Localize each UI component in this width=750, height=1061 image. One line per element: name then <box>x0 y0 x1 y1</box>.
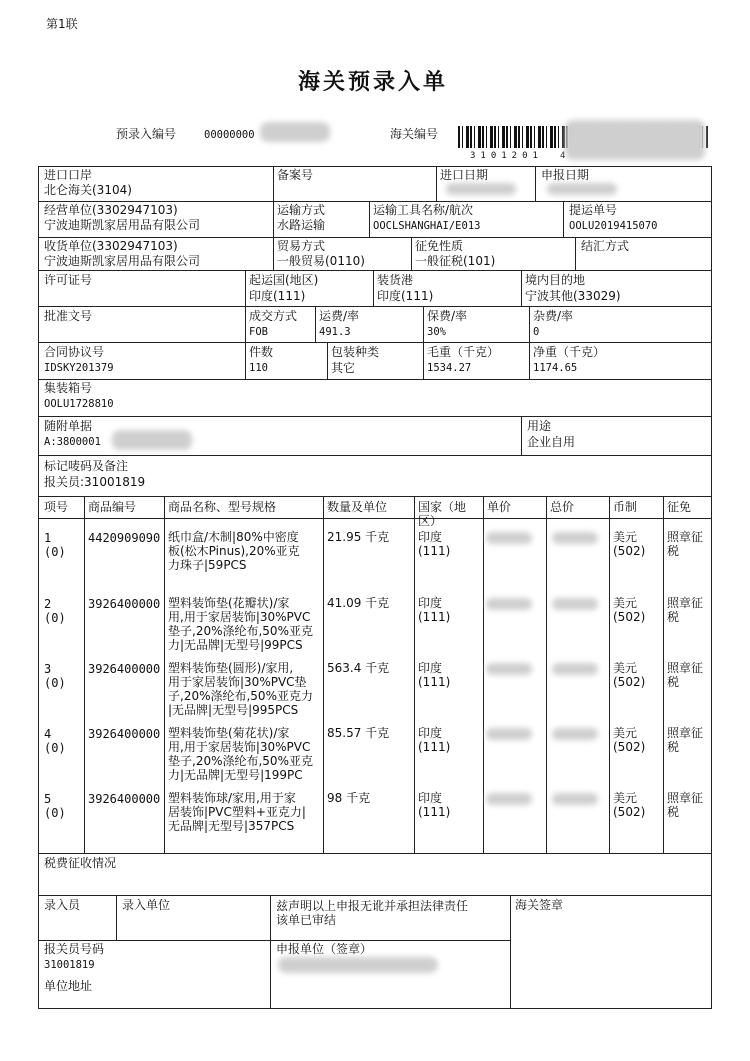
barcode-text: 3101201 <box>470 151 543 161</box>
row1-qty: 21.95 千克 <box>327 530 390 544</box>
row3-code: 3926400000 <box>88 662 161 676</box>
docs-label: 随附单据 <box>44 419 93 433</box>
redacted-declarant <box>278 957 438 973</box>
row4-no: 4 (0) <box>44 727 66 755</box>
row1-name: 纸巾盒/木制|80%中密度 板(松木Pinus),20%亚克 力珠子|59PCS <box>168 530 300 572</box>
deal-mode-label: 成交方式 <box>249 309 298 323</box>
address-label: 单位地址 <box>44 979 93 993</box>
row2-qty: 41.09 千克 <box>327 596 390 610</box>
row2-levy: 照章征 税 <box>667 596 704 624</box>
redacted-declare-date <box>547 183 617 195</box>
barcode-text-2: 4 <box>560 151 566 161</box>
import-port-value: 北仑海关(3104) <box>44 183 132 197</box>
row3-country: 印度 (111) <box>418 661 451 689</box>
use-value: 企业自用 <box>527 435 576 449</box>
row5-country: 印度 (111) <box>418 791 451 819</box>
use-label: 用途 <box>527 419 552 433</box>
row2-no: 2 (0) <box>44 597 66 625</box>
destination-value: 宁波其他(33029) <box>525 289 621 303</box>
row1-no: 1 (0) <box>44 531 66 559</box>
contract-label: 合同协议号 <box>44 345 105 359</box>
row5-code: 3926400000 <box>88 792 161 806</box>
redacted-row5-total <box>552 793 598 805</box>
net-label: 净重（千克） <box>533 345 606 359</box>
table-header-qty: 数量及单位 <box>327 500 388 514</box>
row3-no: 3 (0) <box>44 662 66 690</box>
marks-label: 标记唛码及备注 <box>44 459 129 473</box>
broker-no-label: 报关员号码 <box>44 942 105 956</box>
misc-label: 杂费/率 <box>533 309 574 323</box>
row4-levy: 照章征 税 <box>667 726 704 754</box>
origin-country-value: 印度(111) <box>249 289 306 303</box>
redacted-import-date <box>446 183 516 195</box>
redacted-row1-price <box>486 532 532 544</box>
loading-port-label: 装货港 <box>377 273 414 287</box>
page-title: 海关预录入单 <box>298 70 449 95</box>
row4-name: 塑料装饰垫(菊花状)/家 用,用于家居装饰|30%PVC 垫子,20%涤纶布,50%亚克 力|无品牌|无型号|199PC <box>168 726 313 782</box>
row4-code: 3926400000 <box>88 727 161 741</box>
broker-no-value: 31001819 <box>44 959 95 971</box>
contract-value: IDSKY201379 <box>44 362 114 374</box>
row2-currency: 美元 (502) <box>613 596 646 624</box>
table-header-name: 商品名称、型号规格 <box>168 500 277 514</box>
settlement-label: 结汇方式 <box>581 239 630 253</box>
row5-levy: 照章征 税 <box>667 791 704 819</box>
row4-country: 印度 (111) <box>418 726 451 754</box>
declaration-statement: 兹声明以上申报无讹并承担法律责任 该单已审结 <box>276 899 469 927</box>
insurance-label: 保费/率 <box>427 309 468 323</box>
row1-currency: 美元 (502) <box>613 530 646 558</box>
redacted-customs-no <box>565 120 705 160</box>
transport-mode-label: 运输方式 <box>277 203 326 217</box>
freight-label: 运费/率 <box>319 309 360 323</box>
redacted-row1-total <box>552 532 598 544</box>
import-date-label: 进口日期 <box>440 168 489 182</box>
tax-label: 税费征收情况 <box>44 856 117 870</box>
row3-name: 塑料装饰垫(圆形)/家用, 用于家居装饰|30%PVC垫 子,20%涤纶布,50%亚克力 |无品牌|无型号|995PCS <box>168 661 313 717</box>
docs-value: A:3800001 <box>44 436 101 448</box>
insurance-value: 30% <box>427 326 446 338</box>
pack-type-label: 包装种类 <box>331 345 380 359</box>
redacted-prerecord <box>260 122 330 142</box>
bl-value: OOLU2019415070 <box>569 220 658 232</box>
operator-label: 经营单位(3302947103) <box>44 203 178 217</box>
approval-label: 批准文号 <box>44 309 93 323</box>
vessel-label: 运输工具名称/航次 <box>373 203 474 217</box>
prerecord-value: 00000000 <box>204 129 255 141</box>
table-header-country: 国家（地区） <box>418 500 467 528</box>
bl-label: 提运单号 <box>569 203 618 217</box>
row5-qty: 98 千克 <box>327 791 371 805</box>
redacted-row2-total <box>552 598 598 610</box>
pack-type-value: 其它 <box>331 361 356 375</box>
table-header-currency: 币制 <box>613 500 638 514</box>
levy-value: 一般征税(101) <box>415 254 496 268</box>
redacted-row3-price <box>486 663 532 675</box>
declare-date-label: 申报日期 <box>541 168 590 182</box>
table-header-unit-price: 单价 <box>487 500 512 514</box>
misc-value: 0 <box>533 326 540 338</box>
entry-unit-label: 录入单位 <box>122 898 171 912</box>
operator-value: 宁波迪斯凯家居用品有限公司 <box>44 218 201 232</box>
copy-label: 第1联 <box>46 17 78 31</box>
row3-levy: 照章征 税 <box>667 661 704 689</box>
row3-currency: 美元 (502) <box>613 661 646 689</box>
net-value: 1174.65 <box>533 362 578 374</box>
freight-value: 491.3 <box>319 326 351 338</box>
redacted-row4-total <box>552 728 598 740</box>
levy-label: 征免性质 <box>415 239 464 253</box>
trade-mode-label: 贸易方式 <box>277 239 326 253</box>
import-port-label: 进口口岸 <box>44 168 93 182</box>
redacted-row3-total <box>552 663 598 675</box>
row2-code: 3926400000 <box>88 597 161 611</box>
row5-name: 塑料装饰球/家用,用于家 居装饰|PVC塑料+亚克力| 无品牌|无型号|357PCS <box>168 791 306 833</box>
vessel-value: OOCLSHANGHAI/E013 <box>373 220 481 232</box>
packages-value: 110 <box>249 362 268 374</box>
container-label: 集装箱号 <box>44 381 93 395</box>
redacted-row2-price <box>486 598 532 610</box>
transport-mode-value: 水路运输 <box>277 218 326 232</box>
redacted-row5-price <box>486 793 532 805</box>
row2-name: 塑料装饰垫(花瓣状)/家 用,用于家居装饰|30%PVC 垫子,20%涤纶布,50%亚克 力|无品牌|无型号|99PCS <box>168 596 313 652</box>
row1-country: 印度 (111) <box>418 530 451 558</box>
trade-mode-value: 一般贸易(0110) <box>277 254 365 268</box>
declarant-label: 申报单位（签章） <box>276 942 373 956</box>
table-header-code: 商品编号 <box>88 500 137 514</box>
loading-port-value: 印度(111) <box>377 289 434 303</box>
row5-no: 5 (0) <box>44 792 66 820</box>
row2-country: 印度 (111) <box>418 596 451 624</box>
table-header-total: 总价 <box>550 500 575 514</box>
redacted-docs <box>112 430 192 450</box>
table-header-no: 项号 <box>44 500 69 514</box>
row4-currency: 美元 (502) <box>613 726 646 754</box>
origin-country-label: 起运国(地区) <box>249 273 319 287</box>
row5-currency: 美元 (502) <box>613 791 646 819</box>
license-label: 许可证号 <box>44 273 93 287</box>
customs-sign-label: 海关签章 <box>515 898 564 912</box>
table-header-levy: 征免 <box>667 500 692 514</box>
marks-value: 报关员:31001819 <box>44 475 146 489</box>
gross-label: 毛重（千克） <box>427 345 500 359</box>
redacted-row4-price <box>486 728 532 740</box>
consignee-value: 宁波迪斯凯家居用品有限公司 <box>44 254 201 268</box>
customs-no-label: 海关编号 <box>390 127 439 141</box>
row4-qty: 85.57 千克 <box>327 726 390 740</box>
container-value: OOLU1728810 <box>44 398 114 410</box>
row1-levy: 照章征 税 <box>667 530 704 558</box>
packages-label: 件数 <box>249 345 274 359</box>
prerecord-label: 预录入编号 <box>116 127 177 141</box>
row1-code: 4420909090 <box>88 531 161 545</box>
record-no-label: 备案号 <box>277 168 314 182</box>
gross-value: 1534.27 <box>427 362 472 374</box>
consignee-label: 收货单位(3302947103) <box>44 239 178 253</box>
entry-clerk-label: 录入员 <box>44 898 81 912</box>
deal-mode-value: FOB <box>249 326 268 338</box>
destination-label: 境内目的地 <box>525 273 586 287</box>
row3-qty: 563.4 千克 <box>327 661 390 675</box>
